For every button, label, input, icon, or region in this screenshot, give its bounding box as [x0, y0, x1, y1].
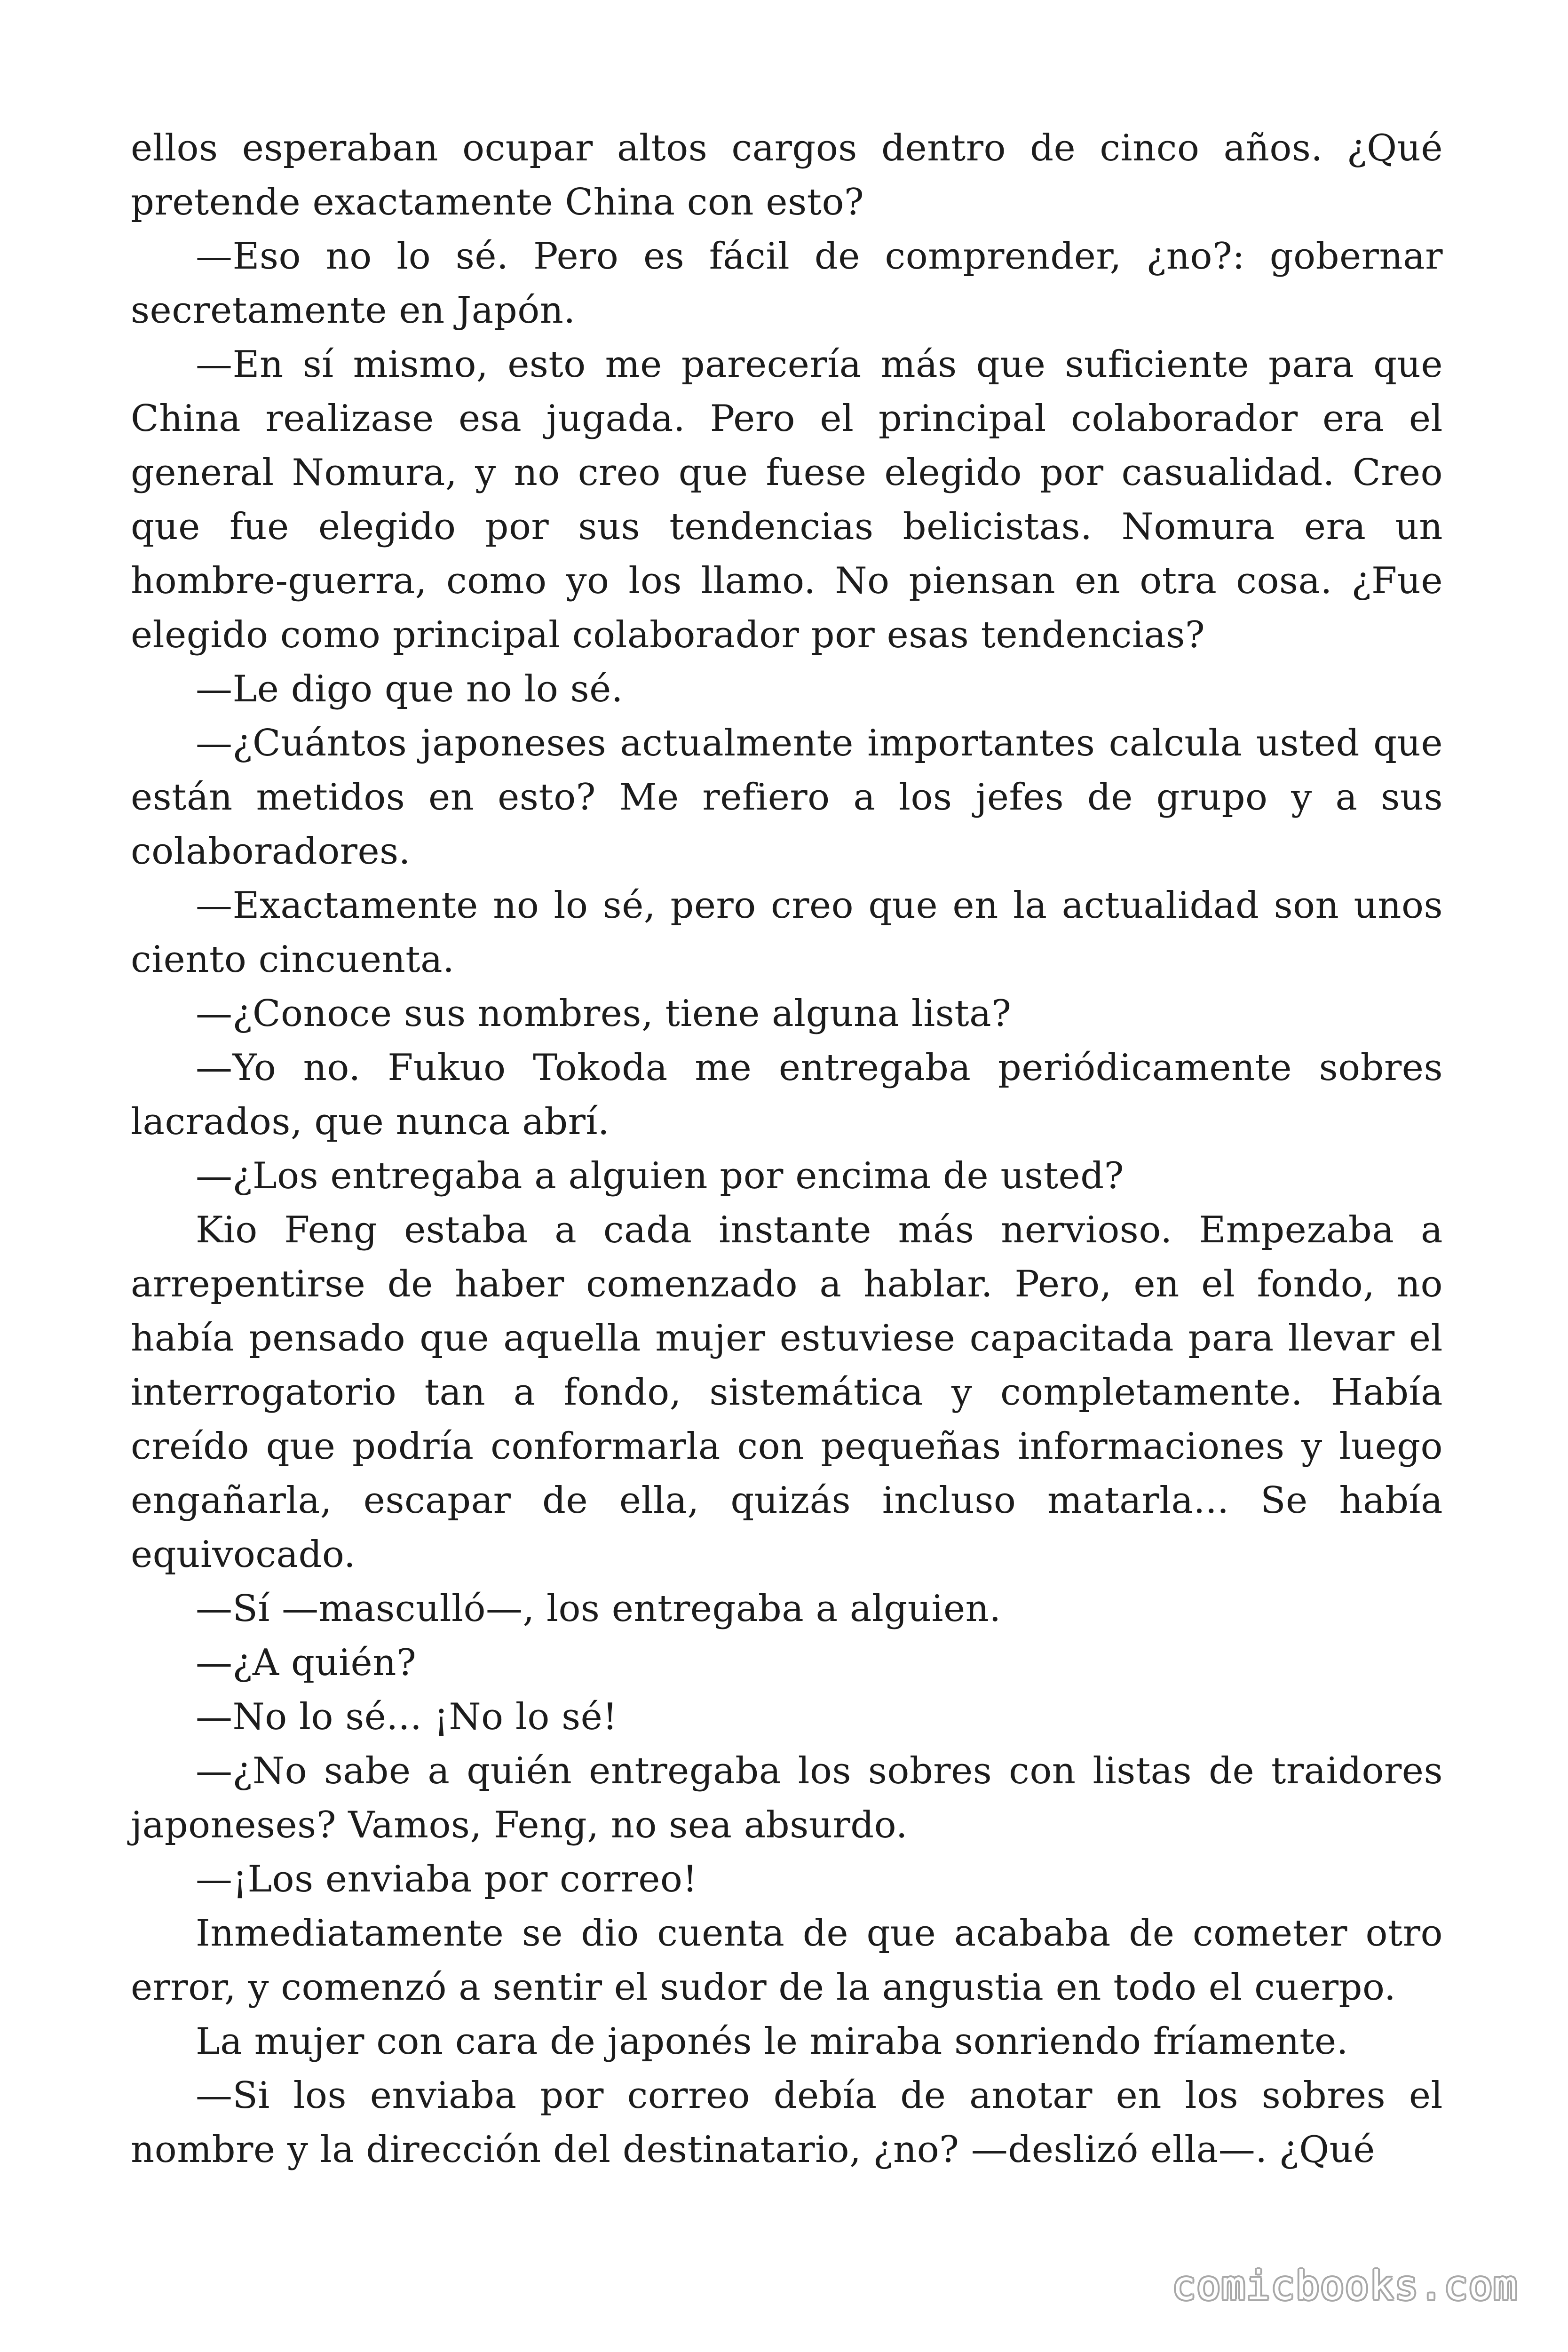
paragraph-1: ellos esperaban ocupar altos cargos dentro de cinco años. ¿Qué pretende exactamente China con esto? [131, 127, 1443, 223]
paragraph-6: —Exactamente no lo sé, pero creo que en la actualidad son unos ciento cincuenta. [131, 884, 1443, 981]
watermark-logo: comicbooks.com [1172, 2263, 1518, 2309]
paragraph-8: —Yo no. Fukuo Tokoda me entregaba periódicamente sobres lacrados, que nunca abrí. [131, 1047, 1443, 1143]
paragraph-2: —Eso no lo sé. Pero es fácil de comprender, ¿no?: gobernar secretamente en Japón. [131, 235, 1443, 332]
paragraph-5: —¿Cuántos japoneses actualmente importantes calcula usted que están metidos en esto? Me refiero a los jefes de grupo y a sus colaboradores. [131, 722, 1443, 873]
paragraph-9: —¿Los entregaba a alguien por encima de usted? [196, 1155, 1124, 1197]
book-page-text [131, 121, 1443, 2177]
paragraph-13: —No lo sé... ¡No lo sé! [196, 1696, 618, 1738]
paragraph-4: —Le digo que no lo sé. [196, 668, 624, 710]
paragraph-3: —En sí mismo, esto me parecería más que suficiente para que China realizase esa jugada. Pero el principal colaborador era el general Nomura, y no creo que fuese elegido por casualidad. Creo que fue elegido por sus tendencias belicistas. Nomura era un hombre-guerra, como yo los llamo. No piensan en otra cosa. ¿Fue elegido como principal colaborador por esas tendencias? [131, 343, 1443, 656]
paragraph-16: Inmediatamente se dio cuenta de que acababa de cometer otro error, y comenzó a sentir el sudor de la angustia en todo el cuerpo. [131, 1912, 1443, 2009]
paragraph-11: —Sí —masculló—, los entregaba a alguien. [196, 1588, 1001, 1630]
paragraph-10: Kio Feng estaba a cada instante más nervioso. Empezaba a arrepentirse de haber comenzado a hablar. Pero, en el fondo, no había pensado que aquella mujer estuviese capacitada para llevar el interrogatorio tan a fondo, sistemática y completamente. Había creído que podría conformarla con pequeñas informaciones y luego engañarla, escapar de ella, quizás incluso matarla... Se había equivocado. [131, 1209, 1443, 1576]
paragraph-7: —¿Conoce sus nombres, tiene alguna lista? [196, 993, 1012, 1035]
paragraph-14: —¿No sabe a quién entregaba los sobres con listas de traidores japoneses? Vamos, Feng, no sea absurdo. [131, 1750, 1443, 1846]
paragraph-18: —Si los enviaba por correo debía de anotar en los sobres el nombre y la dirección del destinatario, ¿no? —deslizó ella—. ¿Qué [131, 2074, 1443, 2171]
paragraph-17: La mujer con cara de japonés le miraba sonriendo fríamente. [196, 2020, 1348, 2063]
paragraph-15: —¡Los enviaba por correo! [196, 1858, 698, 1900]
paragraph-12: —¿A quién? [196, 1642, 417, 1684]
